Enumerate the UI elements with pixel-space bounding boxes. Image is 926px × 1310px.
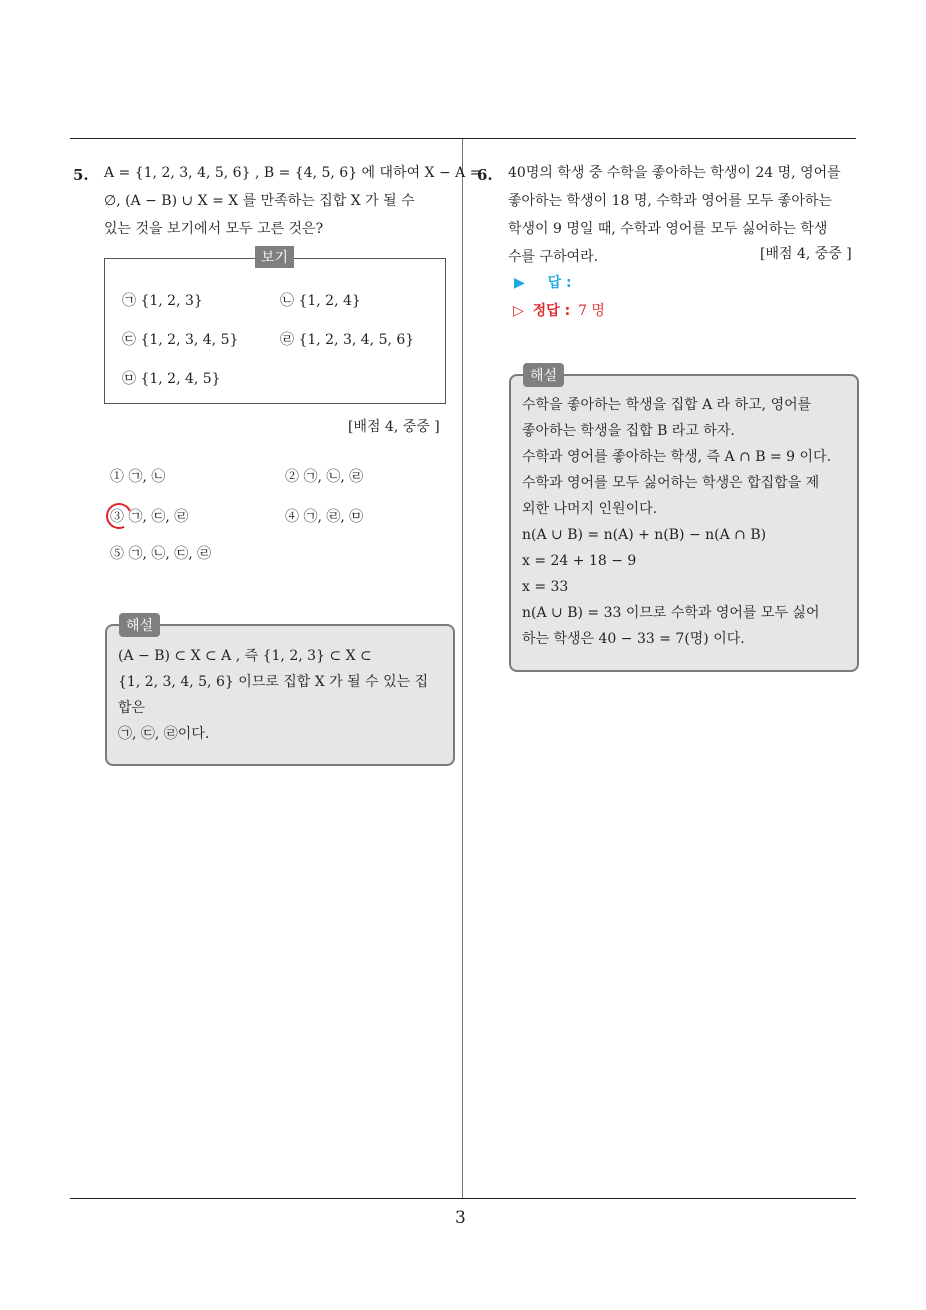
q6-solution-line-9: n(A ∪ B) = 33 이므로 수학과 영어를 모두 싫어 [522, 605, 820, 621]
q5-solution-line-2: {1, 2, 3, 4, 5, 6} 이므로 집합 X 가 될 수 있는 집 [118, 674, 429, 690]
q5-choice-3[interactable]: ③ ㉠, ㉢, ㉣ [110, 509, 189, 525]
play-icon: ▶ [514, 275, 525, 291]
q5-bogi-item-4: ㉣ {1, 2, 3, 4, 5, 6} [280, 332, 415, 348]
answer-mark-circle [102, 499, 135, 532]
q6-solution-line-8: x = 33 [522, 579, 569, 595]
q5-bogi-item-2: ㉡ {1, 2, 4} [280, 293, 361, 309]
bottom-rule [70, 1198, 856, 1199]
q5-line-2: ∅, (A − B) ∪ X = X 를 만족하는 집합 X 가 될 수 [104, 193, 415, 209]
play-outline-icon: ▷ [513, 303, 524, 319]
q6-line-1: 40명의 학생 중 수학을 좋아하는 학생이 24 명, 영어를 [508, 165, 841, 181]
q5-choice-1[interactable]: ① ㉠, ㉡ [110, 469, 166, 485]
q5-bogi-title: 보기 [255, 246, 294, 268]
q6-solution-line-7: x = 24 + 18 − 9 [522, 553, 637, 569]
q5-bogi-item-1: ㉠ {1, 2, 3} [122, 293, 203, 309]
q6-solution-line-4: 수학과 영어를 모두 싫어하는 학생은 합집합을 제 [522, 475, 820, 491]
q5-choice-4[interactable]: ④ ㉠, ㉣, ㉤ [285, 509, 364, 525]
q6-number: 6. [477, 166, 493, 184]
top-rule [70, 138, 856, 139]
q6-solution-text [522, 392, 847, 652]
q6-score: [배점 4, 중중 ] [760, 246, 852, 262]
q5-solution-text [118, 643, 440, 747]
q5-bogi-item-5: ㉤ {1, 2, 4, 5} [122, 371, 221, 387]
q6-solution-line-3: 수학과 영어를 좋아하는 학생, 즉 A ∩ B = 9 이다. [522, 449, 832, 465]
q5-line-3: 있는 것을 보기에서 모두 고른 것은? [104, 221, 324, 237]
page-number: 3 [455, 1208, 466, 1228]
q6-line-4: 수를 구하여라. [508, 249, 599, 265]
q5-solution-line-1: (A − B) ⊂ X ⊂ A , 즉 {1, 2, 3} ⊂ X ⊂ [118, 648, 372, 664]
q6-correct-line [513, 300, 605, 320]
q6-line-2: 좋아하는 학생이 18 명, 수학과 영어를 모두 좋아하는 [508, 193, 832, 209]
q6-line-3: 학생이 9 명일 때, 수학과 영어를 모두 싫어하는 학생 [508, 221, 828, 237]
q5-solution-line-4: ㉠, ㉢, ㉣이다. [118, 726, 210, 742]
q6-correct-label: 정답 : [532, 303, 571, 319]
q5-choice-2[interactable]: ② ㉠, ㉡, ㉣ [285, 469, 364, 485]
column-divider [462, 139, 463, 1198]
q6-solution-line-10: 하는 학생은 40 − 33 = 7(명) 이다. [522, 631, 745, 647]
q6-solution-tag: 해설 [523, 363, 564, 387]
q5-solution-tag: 해설 [119, 613, 160, 637]
q5-bogi-item-3: ㉢ {1, 2, 3, 4, 5} [122, 332, 239, 348]
q5-number: 5. [73, 166, 89, 184]
q5-question [104, 159, 482, 243]
q6-answer-line [514, 272, 572, 292]
q5-line-1: A = {1, 2, 3, 4, 5, 6} , B = {4, 5, 6} 에 대하여 X − A = [104, 165, 482, 181]
q6-solution-line-2: 좋아하는 학생을 집합 B 라고 하자. [522, 423, 735, 439]
q5-solution-line-3: 합은 [118, 700, 146, 716]
q6-solution-line-5: 외한 나머지 인원이다. [522, 501, 658, 517]
q5-choice-5[interactable]: ⑤ ㉠, ㉡, ㉢, ㉣ [110, 546, 212, 562]
q5-score: [배점 4, 중중 ] [348, 419, 440, 435]
q6-correct-value: 7 명 [578, 303, 605, 319]
q6-answer-label: 답 : [547, 275, 572, 291]
q6-solution-line-6: n(A ∪ B) = n(A) + n(B) − n(A ∩ B) [522, 527, 767, 543]
q6-solution-line-1: 수학을 좋아하는 학생을 집합 A 라 하고, 영어를 [522, 397, 812, 413]
